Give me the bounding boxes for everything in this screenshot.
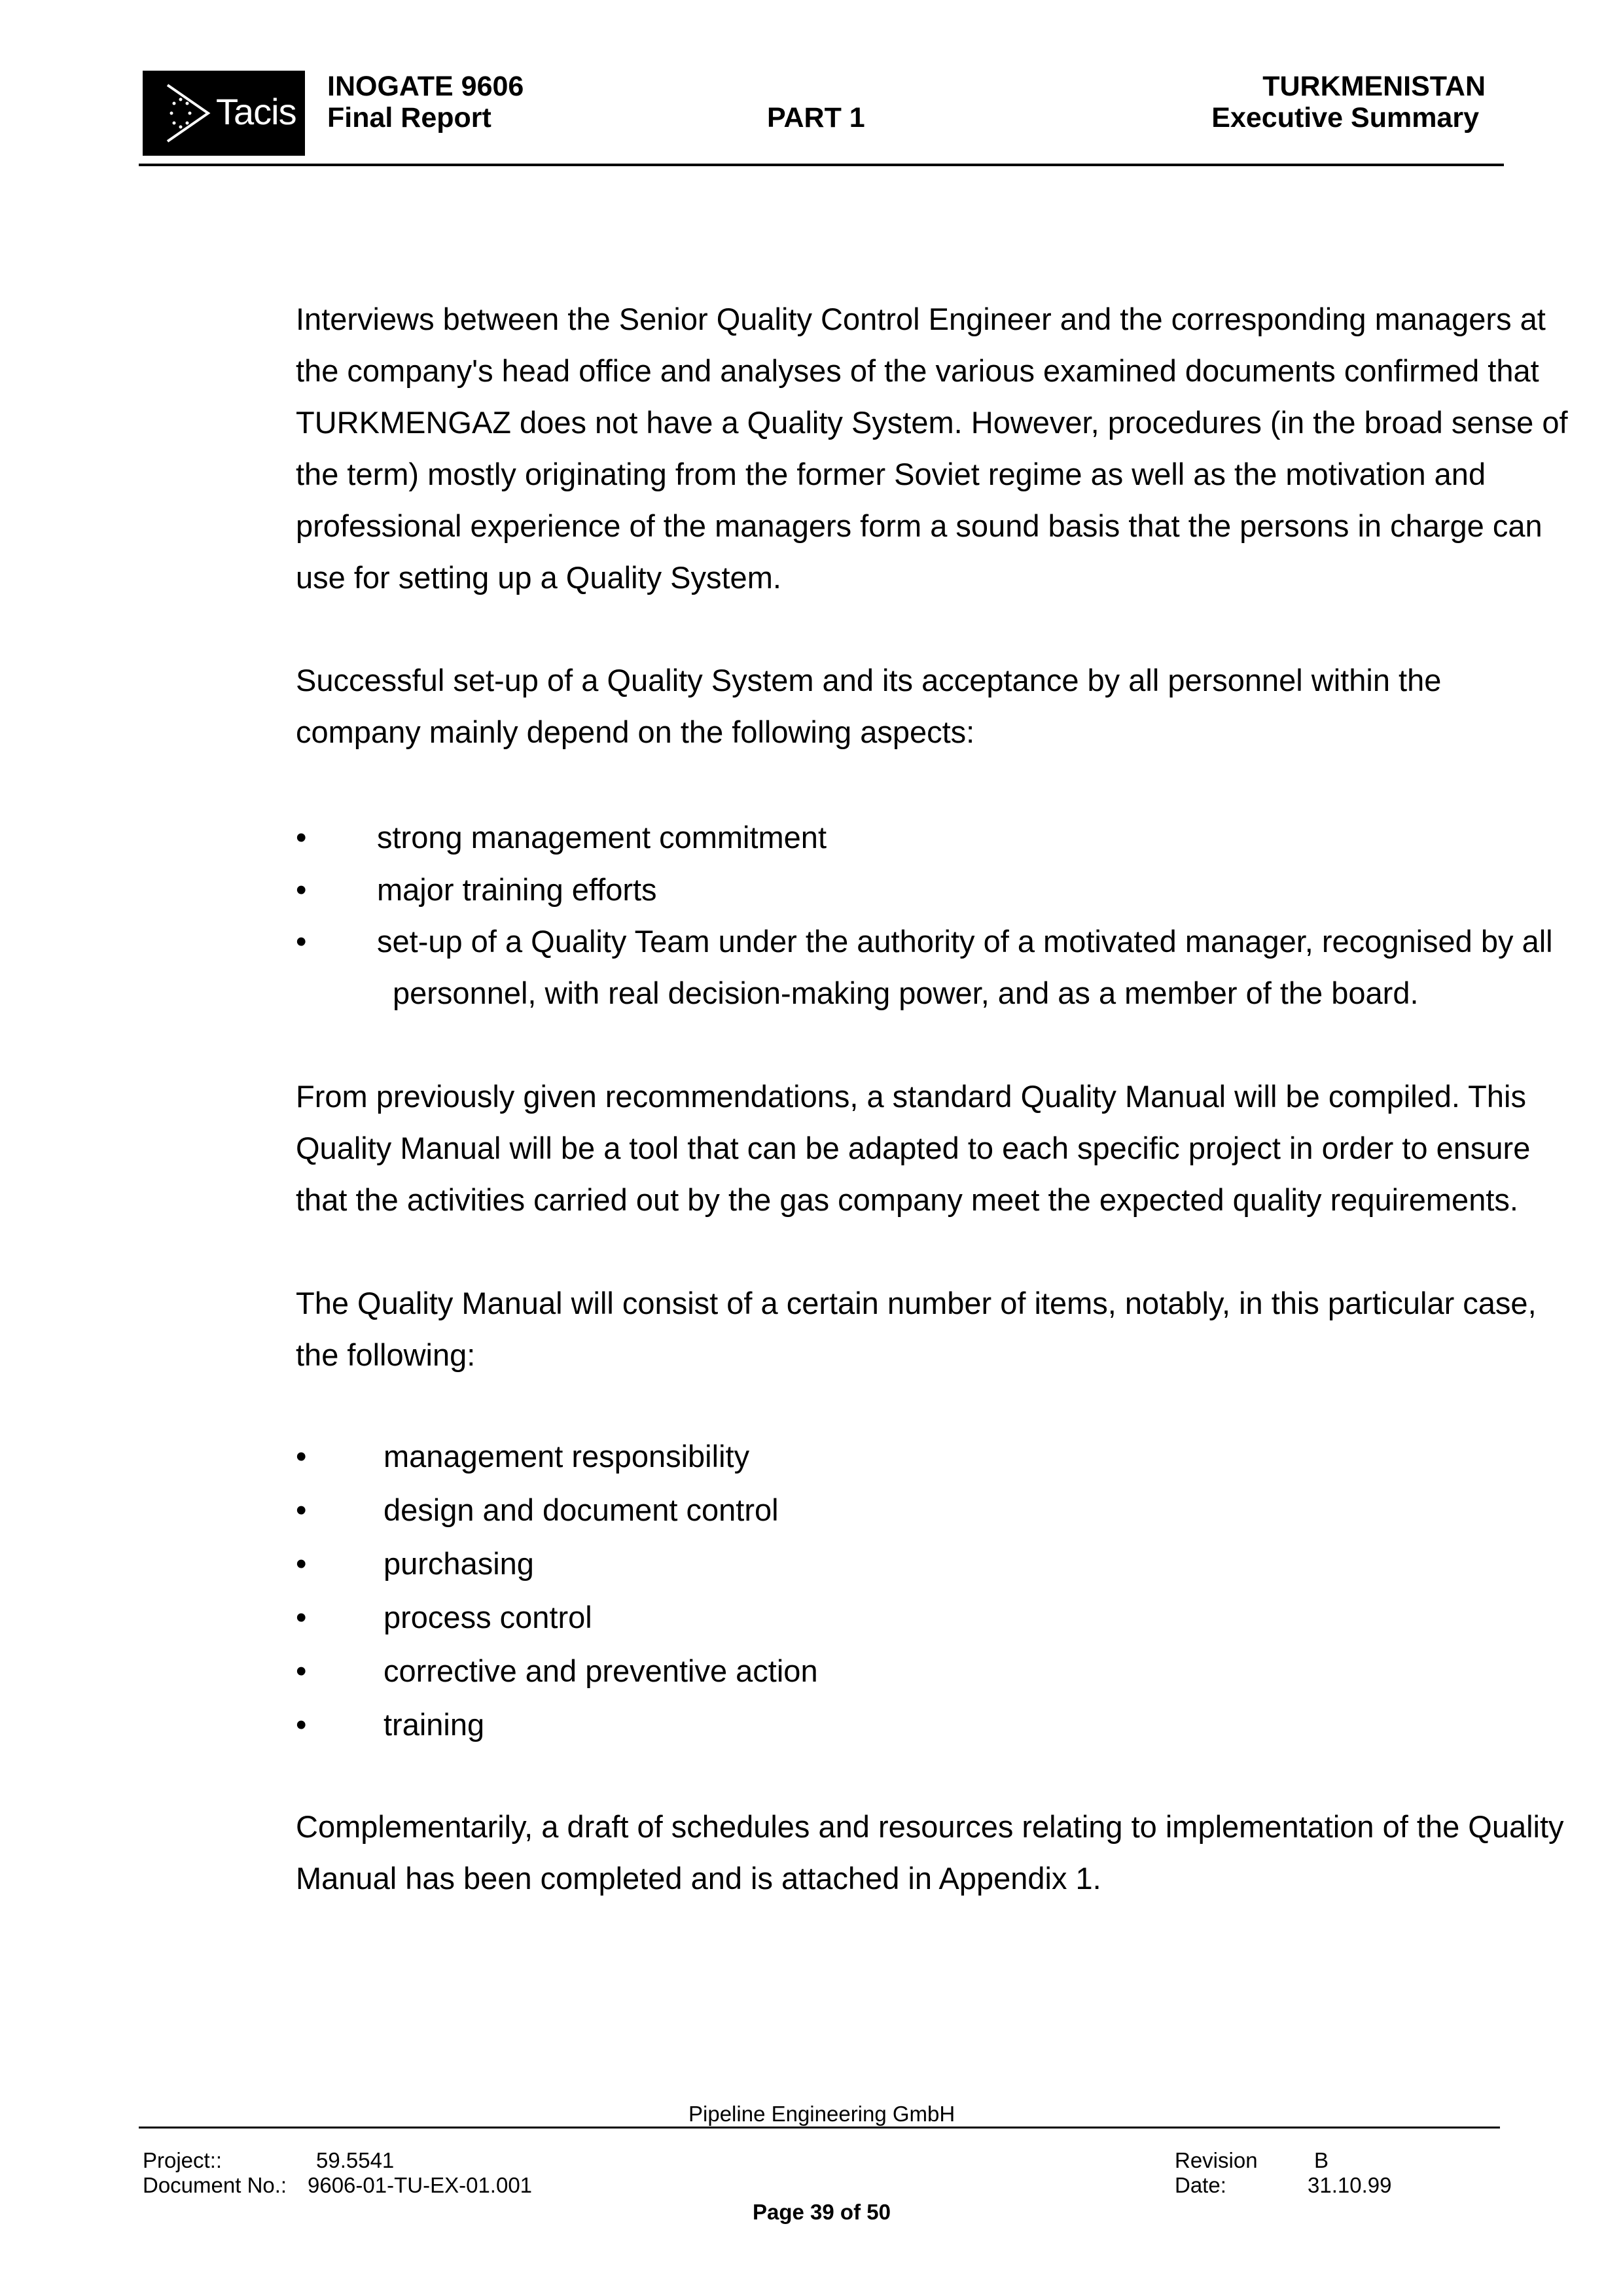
list-item-text: strong management commitment <box>377 820 827 855</box>
list-item-continuation: personnel, with real decision-making power, and as a member of the board. <box>393 976 1419 1010</box>
paragraph-interviews <box>296 293 1568 603</box>
list-item-text: training <box>383 1707 485 1742</box>
text-line: the company's head office and analyses of the various examined documents confirmed that <box>296 353 1539 388</box>
list-item-text: design and document control <box>383 1492 779 1527</box>
text-line: From previously given recommendations, a standard Quality Manual will be compiled. This <box>296 1079 1526 1114</box>
paragraph-manual-items <box>296 1277 1537 1381</box>
text-line: company mainly depend on the following aspects: <box>296 715 975 749</box>
text-line: Quality Manual will be a tool that can be adapted to each specific project in order to ensure <box>296 1131 1531 1165</box>
list-item-text: process control <box>383 1600 592 1634</box>
footer-divider <box>139 2127 1500 2128</box>
list-item-text: major training efforts <box>377 872 657 907</box>
bullet-icon: • <box>296 1546 307 1581</box>
footer-company: Pipeline Engineering GmbH <box>688 2102 955 2126</box>
header-section: Executive Summary <box>1211 102 1479 133</box>
text-line: Successful set-up of a Quality System and its acceptance by all personnel within the <box>296 663 1442 698</box>
footer-page-number: Page 39 of 50 <box>753 2200 891 2224</box>
footer-project-value: 59.5541 <box>316 2148 395 2172</box>
header-part: PART 1 <box>767 102 865 133</box>
list-item-text: purchasing <box>383 1546 534 1581</box>
paragraph-successful-setup <box>296 654 1441 758</box>
header-report-type: Final Report <box>327 102 491 133</box>
text-line: the term) mostly originating from the former Soviet regime as well as the motivation and <box>296 457 1486 491</box>
footer-project-label: Project:: <box>143 2148 223 2172</box>
text-line: Manual has been completed and is attached in Appendix 1. <box>296 1861 1101 1896</box>
text-line: professional experience of the managers form a sound basis that the persons in charge can <box>296 508 1543 543</box>
text-line: the following: <box>296 1337 476 1372</box>
text-line: Complementarily, a draft of schedules and resources relating to implementation of the Quality <box>296 1809 1564 1844</box>
header-country: TURKMENISTAN <box>1262 71 1486 102</box>
footer-date-value: 31.10.99 <box>1308 2173 1392 2197</box>
header-divider <box>139 164 1504 166</box>
text-line: use for setting up a Quality System. <box>296 560 781 595</box>
footer-date-label: Date: <box>1175 2173 1226 2197</box>
footer-revision-label: Revision <box>1175 2148 1258 2172</box>
list-item-text: set-up of a Quality Team under the authority of a motivated manager, recognised by all <box>377 924 1553 959</box>
paragraph-quality-manual <box>296 1070 1530 1226</box>
bullet-icon: • <box>296 1600 307 1634</box>
footer-document-value: 9606-01-TU-EX-01.001 <box>308 2173 533 2197</box>
list-item-text: corrective and preventive action <box>383 1653 818 1688</box>
bullet-icon: • <box>296 1653 307 1688</box>
bullet-icon: • <box>296 1492 307 1527</box>
text-line: The Quality Manual will consist of a certain number of items, notably, in this particular case, <box>296 1286 1537 1320</box>
paragraph-complementarily <box>296 1801 1564 1904</box>
footer-revision-value: B <box>1314 2148 1329 2172</box>
bullet-icon: • <box>296 820 307 855</box>
bullet-icon: • <box>296 924 307 959</box>
footer-document-label: Document No.: <box>143 2173 287 2197</box>
tacis-logo <box>143 71 305 156</box>
bullet-icon: • <box>296 1707 307 1742</box>
text-line: TURKMENGAZ does not have a Quality System. However, procedures (in the broad sense of <box>296 405 1568 440</box>
bullet-icon: • <box>296 1439 307 1474</box>
logo-text: Tacis <box>216 91 296 132</box>
text-line: that the activities carried out by the gas company meet the expected quality requirements. <box>296 1182 1518 1217</box>
text-line: Interviews between the Senior Quality Control Engineer and the corresponding managers at <box>296 302 1546 336</box>
bullet-icon: • <box>296 872 307 907</box>
header-project-code: INOGATE 9606 <box>327 71 524 102</box>
list-item-text: management responsibility <box>383 1439 750 1474</box>
